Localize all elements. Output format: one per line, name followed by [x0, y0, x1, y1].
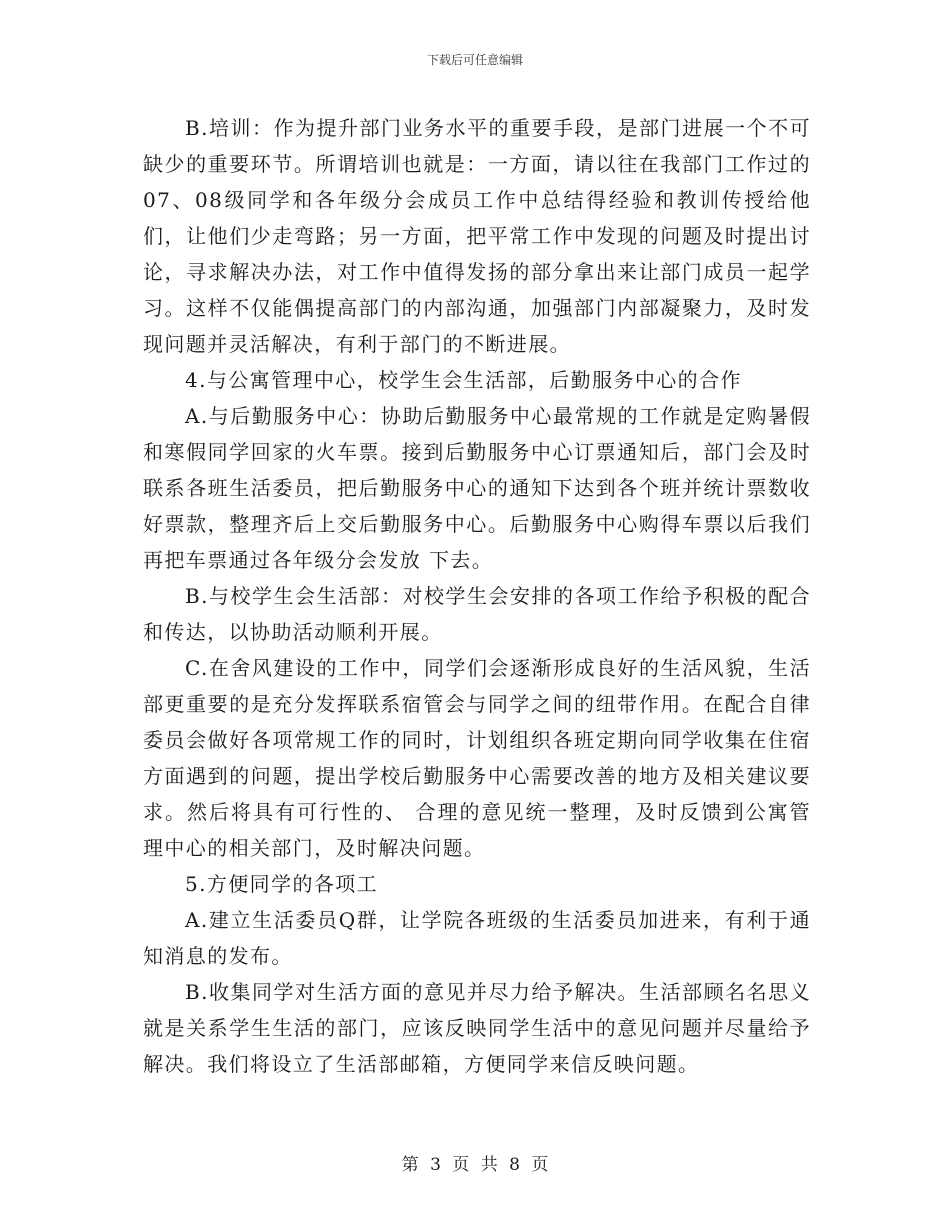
section-heading-services: 5.方便同学的各项工	[185, 872, 379, 896]
section-heading-cooperation: 4.与公寓管理中心，校学生会生活部，后勤服务中心的合作	[185, 368, 742, 392]
page-header: 下载后可任意编辑	[426, 53, 523, 67]
paragraph-feedback: B.收集同学对生活方面的意见并尽力给予解决。生活部顾名名思义就是关系学生生活的部门，应该反映同学生活中的意见问题并尽量给予解决。我们将设立了生活部邮箱，方便同学来信反映问题。	[143, 980, 811, 1076]
paragraph-training: B.培训：作为提升部门业务水平的重要手段，是部门进展一个不可缺少的重要环节。所谓培训也就是：一方面，请以往在我部门工作过的07、08级同学和各年级分会成员工作中总结得经验和教训传授给他们，让他们少走弯路；另一方面，把平常工作中发现的问题及时提出讨论，寻求解决办法，对工作中值得发扬的部分拿出来让部门成员一起学习。这样不仅能偶提高部门的内部沟通，加强部门内部凝聚力，及时发现问题并灵活解决，有利于部门的不断进展。	[143, 116, 811, 356]
paragraph-logistics-center: A.与后勤服务中心：协助后勤服务中心最常规的工作就是定购暑假和寒假同学回家的火车票。接到后勤服务中心订票通知后，部门会及时联系各班生活委员，把后勤服务中心的通知下达到各个班并统计票数收好票款，整理齐后上交后勤服务中心。后勤服务中心购得车票以后我们再把车票通过各年级分会发放 下去。	[143, 404, 811, 572]
page-number: 第 3 页 共 8 页	[401, 1155, 549, 1175]
paragraph-dorm-culture: C.在舍风建设的工作中，同学们会逐渐形成良好的生活风貌，生活部更重要的是充分发挥联系宿管会与同学之间的纽带作用。在配合自律委员会做好各项常规工作的同时，计划组织各班定期向同学收集在住宿方面遇到的问题，提出学校后勤服务中心需要改善的地方及相关建议要求。然后将具有可行性的、 合理的意见统一整理，及时反馈到公寓管理中心的相关部门，及时解决问题。	[143, 656, 811, 860]
document-body	[143, 110, 811, 1082]
paragraph-qq-group: A.建立生活委员Q群，让学院各班级的生活委员加进来，有利于通知消息的发布。	[143, 908, 811, 968]
paragraph-student-union: B.与校学生会生活部：对校学生会安排的各项工作给予积极的配合和传达，以协助活动顺利开展。	[143, 584, 811, 644]
